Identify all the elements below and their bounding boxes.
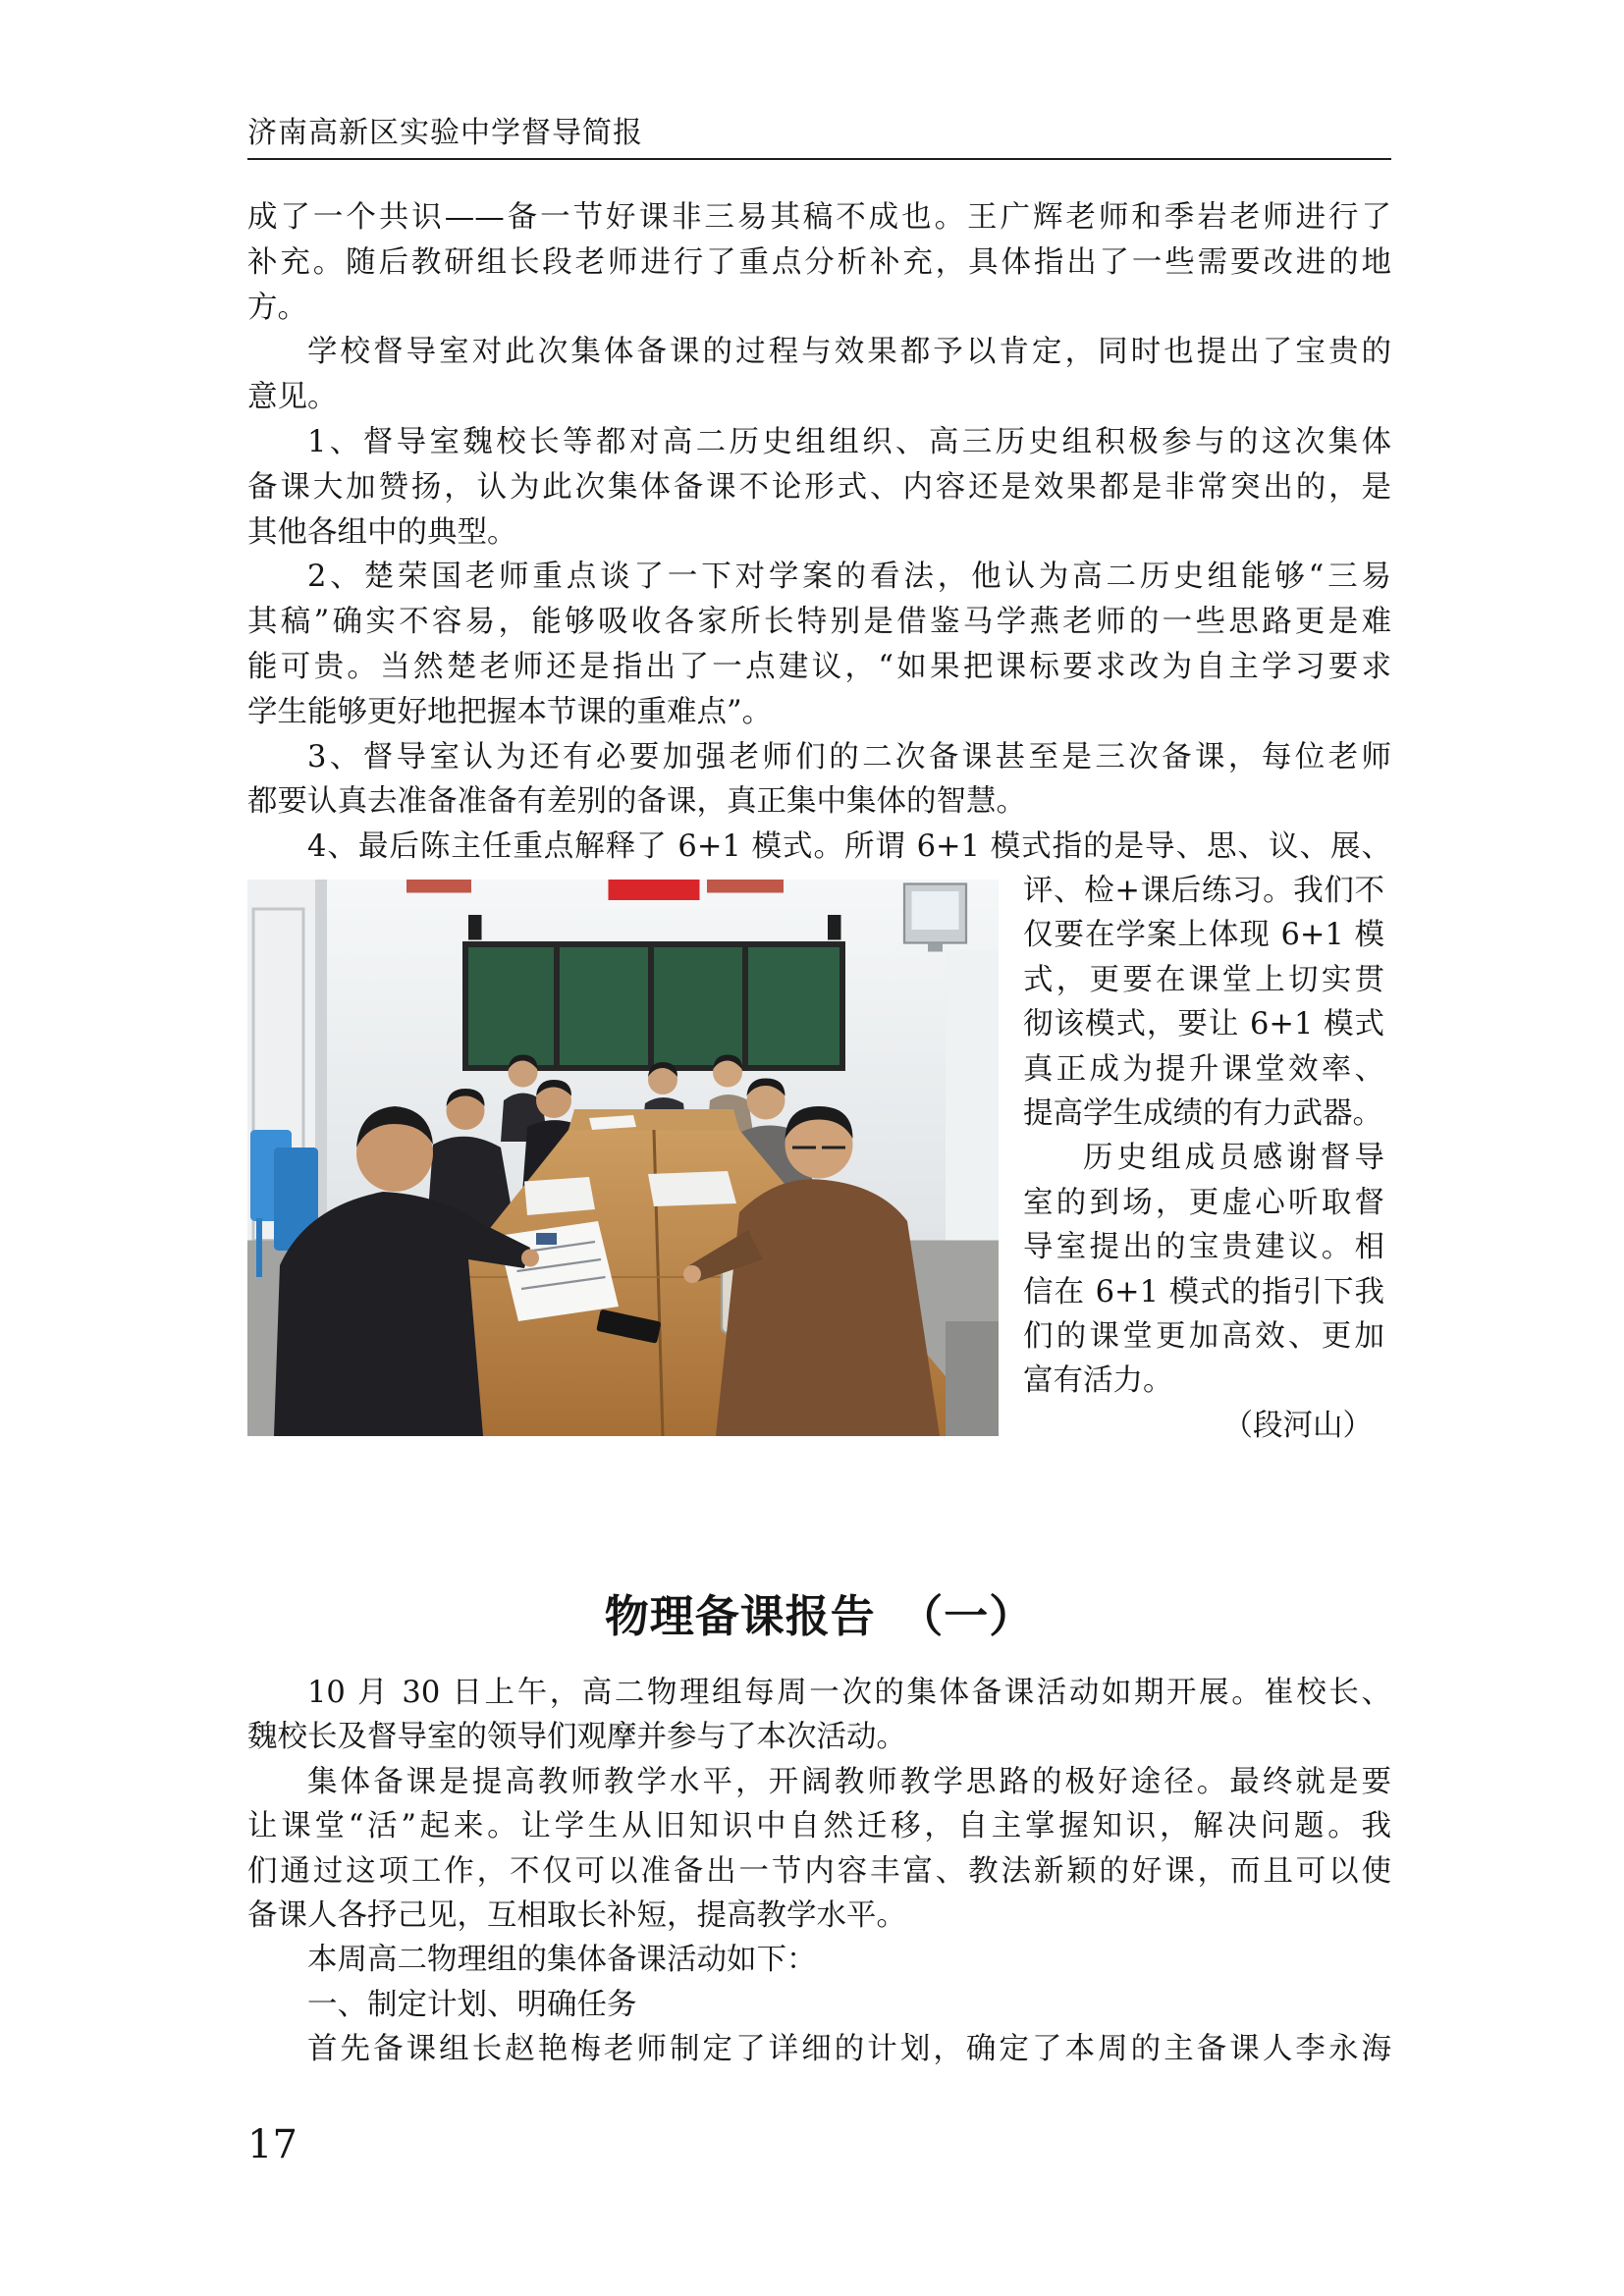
running-header: 济南高新区实验中学督导简报 xyxy=(247,116,643,150)
paragraph xyxy=(247,1983,1391,2027)
article-title: 物理备课报告 （一） xyxy=(604,1590,1035,1642)
text-line: 方。 xyxy=(247,290,307,325)
text-line: 10 月 30 日上午，高二物理组每周一次的集体备课活动如期开展。崔校长、 xyxy=(307,1676,1391,1710)
text-line: 集体备课是提高教师教学水平，开阔教师教学思路的极好途径。最终就是要 xyxy=(307,1764,1391,1799)
paragraph xyxy=(247,555,1391,734)
paragraph xyxy=(1023,1136,1384,1403)
paragraph xyxy=(247,825,1391,870)
text-line: 都要认真去准备准备有差别的备课，真正集中集体的智慧。 xyxy=(247,784,1026,820)
paragraph xyxy=(247,735,1391,826)
text-line: 仅要在学案上体现 6+1 模 xyxy=(1023,918,1384,953)
text-line: 成了一个共识——备一节好课非三易其稿不成也。王广辉老师和季岩老师进行了 xyxy=(247,200,1391,235)
text-line: 让课堂“活”起来。让学生从旧知识中自然迁移，自主掌握知识，解决问题。我 xyxy=(247,1809,1391,1844)
section-heading: 一、制定计划、明确任务 xyxy=(307,1987,637,2022)
text-line: 备课大加赞扬，认为此次集体备课不论形式、内容还是效果都是非常突出的，是 xyxy=(247,469,1391,505)
text-line: 学生能够更好地把握本节课的重难点”。 xyxy=(247,694,773,729)
history-report-body xyxy=(247,195,1391,870)
text-line: 富有活力。 xyxy=(1023,1363,1173,1399)
text-line: 其他各组中的典型。 xyxy=(247,514,517,550)
window-light xyxy=(946,950,999,1245)
meeting-photo-image xyxy=(247,880,999,1436)
text-line: 2、楚荣国老师重点谈了一下对学案的看法，他认为高二历史组能够“三易 xyxy=(307,560,1391,595)
text-line: 们通过这项工作，不仅可以准备出一节内容丰富、教法新颖的好课，而且可以使 xyxy=(247,1853,1391,1889)
paragraph xyxy=(247,1671,1391,1760)
text-line: 备课人各抒己见，互相取长补短，提高教学水平。 xyxy=(247,1898,906,1934)
monitor xyxy=(904,884,966,952)
text-line: 信在 6+1 模式的指引下我 xyxy=(1023,1274,1384,1309)
paragraph xyxy=(247,1760,1391,1939)
text-line: 本周高二物理组的集体备课活动如下： xyxy=(307,1943,817,1978)
text-line: 式，更要在课堂上切实贯 xyxy=(1023,962,1384,997)
text-line: 历史组成员感谢督导 xyxy=(1083,1141,1384,1176)
text-line: 评、检+课后练习。我们不 xyxy=(1023,874,1384,908)
text-line: 提高学生成绩的有力武器。 xyxy=(1023,1096,1382,1132)
text-line: 们的课堂更加高效、更加 xyxy=(1023,1319,1384,1355)
text-line: 真正成为提升课堂效率、 xyxy=(1023,1051,1384,1087)
meeting-photo xyxy=(247,880,999,1436)
text-line: 室的到场，更虚心听取督 xyxy=(1023,1185,1384,1220)
text-line: 首先备课组长赵艳梅老师制定了详细的计划，确定了本周的主备课人李永海 xyxy=(307,2032,1391,2067)
text-line: 魏校长及督导室的领导们观摩并参与了本次活动。 xyxy=(247,1720,906,1755)
paragraph xyxy=(247,2027,1391,2071)
text-line: 4、最后陈主任重点解释了 6+1 模式。所谓 6+1 模式指的是导、思、议、展、 xyxy=(307,829,1391,865)
text-line: 能可贵。当然楚老师还是指出了一点建议，“如果把课标要求改为自主学习要求 xyxy=(247,649,1391,684)
author-signature: （段河山） xyxy=(1222,1408,1373,1443)
page-number: 17 xyxy=(247,2122,298,2167)
text-line: 其稿”确实不容易，能够吸收各家所长特别是借鉴马学燕老师的一些思路更是难 xyxy=(247,605,1391,640)
paragraph xyxy=(1023,869,1384,1136)
paragraph xyxy=(247,1938,1391,1982)
paragraph xyxy=(247,195,1391,330)
paragraph xyxy=(247,420,1391,555)
chair-back xyxy=(946,1321,999,1436)
text-line: 补充。随后教研组长段老师进行了重点分析补充，具体指出了一些需要改进的地 xyxy=(247,244,1391,280)
chalkboard xyxy=(462,941,845,1071)
text-line: 导室提出的宝贵建议。相 xyxy=(1023,1230,1384,1265)
text-line: 3、督导室认为还有必要加强老师们的二次备课甚至是三次备课，每位老师 xyxy=(307,739,1391,774)
physics-report-body xyxy=(247,1671,1391,2072)
text-line: 彻该模式，要让 6+1 模式 xyxy=(1023,1007,1384,1042)
history-report-side-column xyxy=(1023,869,1384,1448)
header-rule xyxy=(247,158,1391,160)
text-line: 学校督导室对此次集体备课的过程与效果都予以肯定，同时也提出了宝贵的 xyxy=(307,335,1391,370)
text-line: 意见。 xyxy=(247,380,338,415)
paragraph xyxy=(247,330,1391,420)
text-line: 1、督导室魏校长等都对高二历史组组织、高三历史组积极参与的这次集体 xyxy=(307,424,1391,459)
